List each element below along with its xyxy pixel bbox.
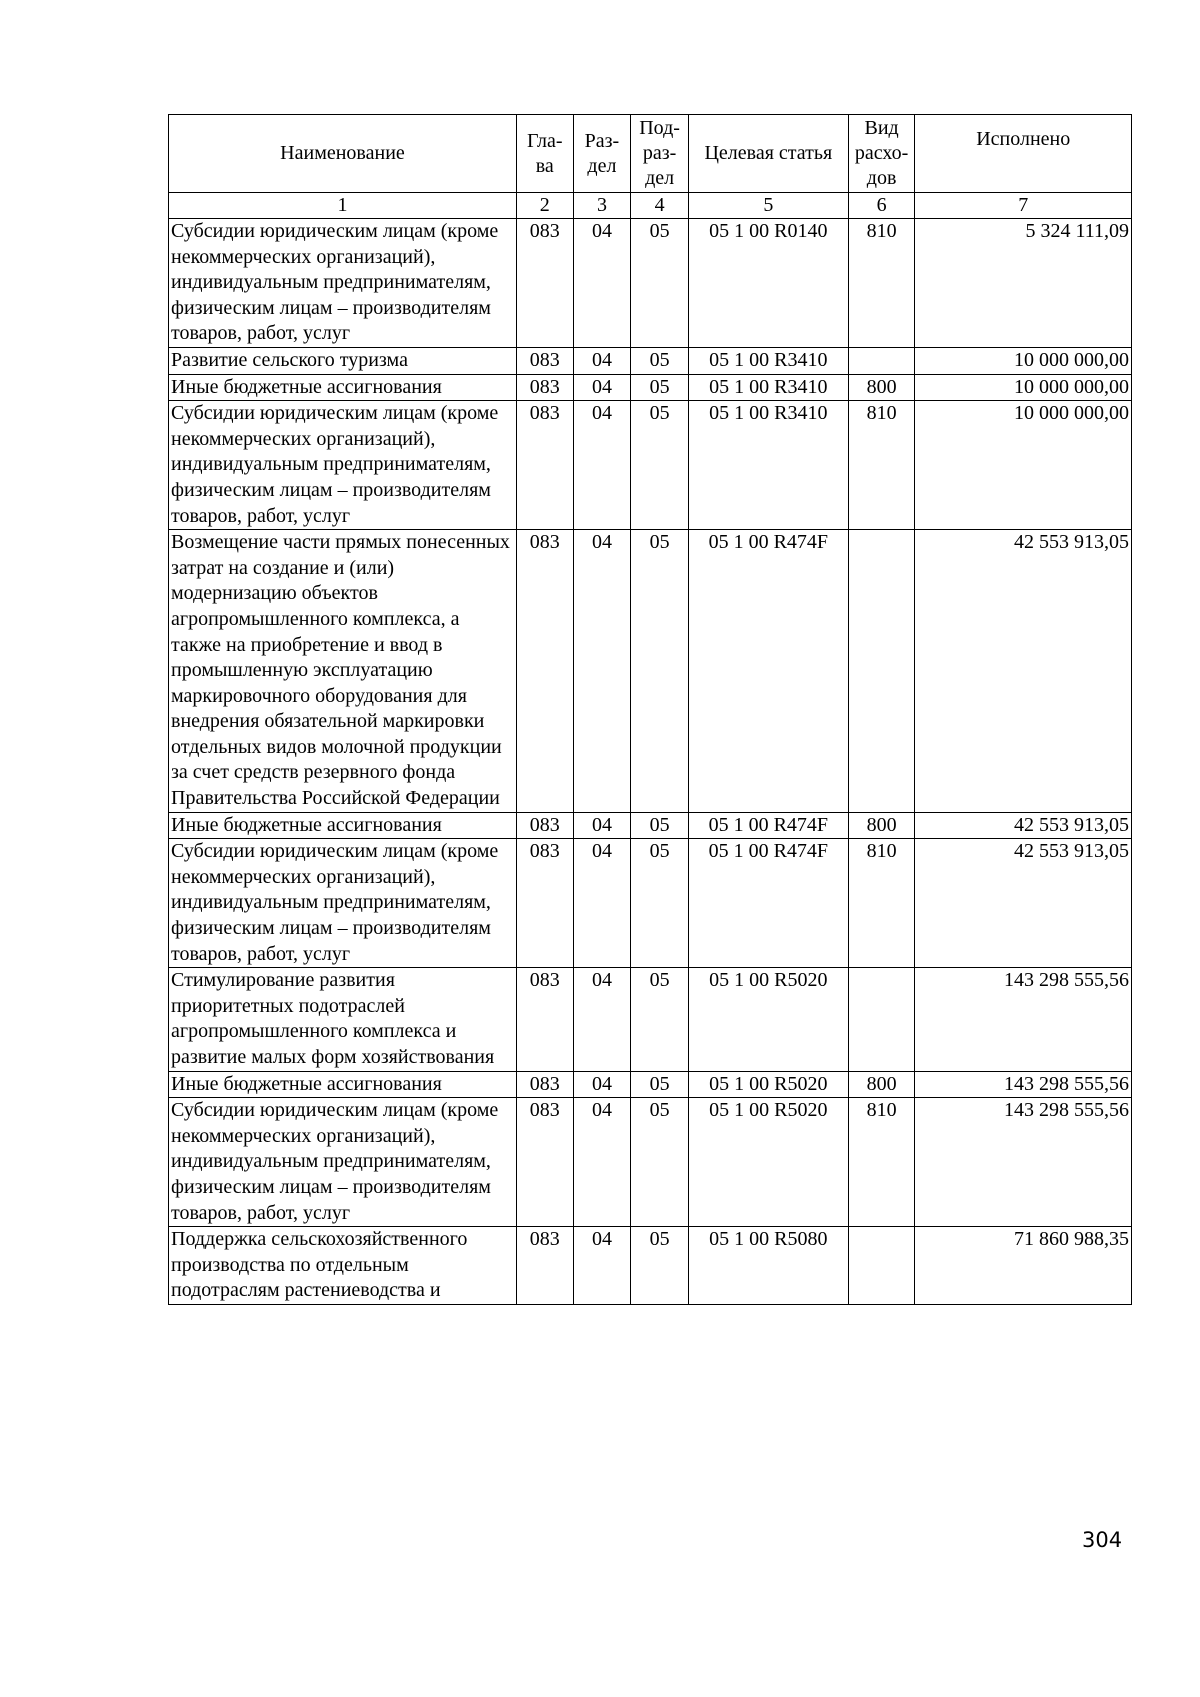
table-row — [169, 347, 1132, 374]
row-subsection-cell: 05 — [631, 219, 689, 348]
row-chapter-cell: 083 — [516, 968, 573, 1071]
row-executed-cell: 10 000 000,00 — [915, 401, 1132, 530]
row-executed-cell: 10 000 000,00 — [915, 347, 1132, 374]
header-target: Целевая статья — [688, 115, 848, 193]
column-number: 5 — [688, 193, 848, 219]
table-row — [169, 219, 1132, 348]
row-expense-type-cell — [848, 347, 915, 374]
row-name-cell: Иные бюджетные ассигнования — [169, 1071, 517, 1098]
row-target-cell: 05 1 00 R474F — [688, 839, 848, 968]
header-executed: Исполнено — [915, 115, 1132, 193]
budget-table — [168, 114, 1132, 1305]
table-row — [169, 1071, 1132, 1098]
row-target-cell: 05 1 00 R474F — [688, 530, 848, 813]
row-expense-type-cell — [848, 1227, 915, 1305]
table-row — [169, 1098, 1132, 1227]
column-numbers-row — [169, 193, 1132, 219]
row-target-cell: 05 1 00 R5020 — [688, 968, 848, 1071]
row-executed-cell: 42 553 913,05 — [915, 812, 1132, 839]
row-name-cell: Поддержка сельскохозяйственного производства по отдельным подотраслям растениеводства и — [169, 1227, 517, 1305]
row-expense-type-cell — [848, 968, 915, 1071]
row-subsection-cell: 05 — [631, 1071, 689, 1098]
row-expense-type-cell: 810 — [848, 839, 915, 968]
row-section-cell: 04 — [573, 401, 631, 530]
row-executed-cell: 71 860 988,35 — [915, 1227, 1132, 1305]
header-subsection: Под- раз- дел — [631, 115, 689, 193]
row-name-cell: Субсидии юридическим лицам (кроме некоммерческих организаций), индивидуальным предпринимателям, физическим лицам – производителям товаров, работ, услуг — [169, 401, 517, 530]
row-executed-cell: 42 553 913,05 — [915, 839, 1132, 968]
row-chapter-cell: 083 — [516, 347, 573, 374]
table-row — [169, 839, 1132, 968]
row-section-cell: 04 — [573, 219, 631, 348]
row-chapter-cell: 083 — [516, 1227, 573, 1305]
row-name-cell: Субсидии юридическим лицам (кроме некоммерческих организаций), индивидуальным предпринимателям, физическим лицам – производителям товаров, работ, услуг — [169, 1098, 517, 1227]
header-expense-type: Вид расхо- дов — [848, 115, 915, 193]
table-row — [169, 1227, 1132, 1305]
row-section-cell: 04 — [573, 1071, 631, 1098]
row-subsection-cell: 05 — [631, 530, 689, 813]
row-executed-cell: 10 000 000,00 — [915, 374, 1132, 401]
row-target-cell: 05 1 00 R5020 — [688, 1071, 848, 1098]
row-target-cell: 05 1 00 R3410 — [688, 347, 848, 374]
row-name-cell: Стимулирование развития приоритетных подотраслей агропромышленного комплекса и развитие малых форм хозяйствования — [169, 968, 517, 1071]
row-section-cell: 04 — [573, 1098, 631, 1227]
row-chapter-cell: 083 — [516, 219, 573, 348]
row-chapter-cell: 083 — [516, 812, 573, 839]
row-name-cell: Возмещение части прямых понесенных затрат на создание и (или) модернизацию объектов агропромышленного комплекса, а также на приобретение и ввод в промышленную эксплуатацию маркировочного оборудования для внедрения обязательной маркировки отдельных видов молочной продукции за счет средств резервного фонда Правительства Российской Федерации — [169, 530, 517, 813]
row-section-cell: 04 — [573, 347, 631, 374]
row-target-cell: 05 1 00 R474F — [688, 812, 848, 839]
row-name-cell: Развитие сельского туризма — [169, 347, 517, 374]
row-executed-cell: 143 298 555,56 — [915, 968, 1132, 1071]
row-section-cell: 04 — [573, 1227, 631, 1305]
row-subsection-cell: 05 — [631, 347, 689, 374]
table-row — [169, 812, 1132, 839]
row-expense-type-cell: 800 — [848, 812, 915, 839]
table-header — [169, 115, 1132, 219]
page-number: 304 — [1082, 1528, 1123, 1552]
row-executed-cell: 5 324 111,09 — [915, 219, 1132, 348]
column-number: 7 — [915, 193, 1132, 219]
row-executed-cell: 143 298 555,56 — [915, 1071, 1132, 1098]
row-chapter-cell: 083 — [516, 374, 573, 401]
table-row — [169, 374, 1132, 401]
row-expense-type-cell: 810 — [848, 1098, 915, 1227]
row-section-cell: 04 — [573, 530, 631, 813]
row-section-cell: 04 — [573, 968, 631, 1071]
row-name-cell: Иные бюджетные ассигнования — [169, 374, 517, 401]
column-number: 1 — [169, 193, 517, 219]
row-expense-type-cell: 800 — [848, 374, 915, 401]
row-name-cell: Субсидии юридическим лицам (кроме некоммерческих организаций), индивидуальным предпринимателям, физическим лицам – производителям товаров, работ, услуг — [169, 839, 517, 968]
row-target-cell: 05 1 00 R3410 — [688, 374, 848, 401]
row-chapter-cell: 083 — [516, 839, 573, 968]
row-subsection-cell: 05 — [631, 968, 689, 1071]
row-target-cell: 05 1 00 R0140 — [688, 219, 848, 348]
header-name: Наименование — [169, 115, 517, 193]
row-executed-cell: 143 298 555,56 — [915, 1098, 1132, 1227]
row-expense-type-cell: 810 — [848, 219, 915, 348]
row-executed-cell: 42 553 913,05 — [915, 530, 1132, 813]
row-target-cell: 05 1 00 R3410 — [688, 401, 848, 530]
row-subsection-cell: 05 — [631, 374, 689, 401]
row-expense-type-cell — [848, 530, 915, 813]
column-number: 4 — [631, 193, 689, 219]
row-chapter-cell: 083 — [516, 401, 573, 530]
row-subsection-cell: 05 — [631, 812, 689, 839]
row-subsection-cell: 05 — [631, 839, 689, 968]
header-section: Раз- дел — [573, 115, 631, 193]
table-row — [169, 530, 1132, 813]
row-section-cell: 04 — [573, 374, 631, 401]
row-subsection-cell: 05 — [631, 1227, 689, 1305]
row-target-cell: 05 1 00 R5020 — [688, 1098, 848, 1227]
table-row — [169, 401, 1132, 530]
row-section-cell: 04 — [573, 812, 631, 839]
column-number: 2 — [516, 193, 573, 219]
table-body — [169, 219, 1132, 1305]
row-chapter-cell: 083 — [516, 1071, 573, 1098]
row-section-cell: 04 — [573, 839, 631, 968]
row-expense-type-cell: 800 — [848, 1071, 915, 1098]
row-name-cell: Иные бюджетные ассигнования — [169, 812, 517, 839]
table-row — [169, 968, 1132, 1071]
row-target-cell: 05 1 00 R5080 — [688, 1227, 848, 1305]
row-expense-type-cell: 810 — [848, 401, 915, 530]
row-chapter-cell: 083 — [516, 1098, 573, 1227]
row-name-cell: Субсидии юридическим лицам (кроме некоммерческих организаций), индивидуальным предпринимателям, физическим лицам – производителям товаров, работ, услуг — [169, 219, 517, 348]
header-chapter: Гла- ва — [516, 115, 573, 193]
row-chapter-cell: 083 — [516, 530, 573, 813]
column-number: 6 — [848, 193, 915, 219]
row-subsection-cell: 05 — [631, 1098, 689, 1227]
column-number: 3 — [573, 193, 631, 219]
row-subsection-cell: 05 — [631, 401, 689, 530]
